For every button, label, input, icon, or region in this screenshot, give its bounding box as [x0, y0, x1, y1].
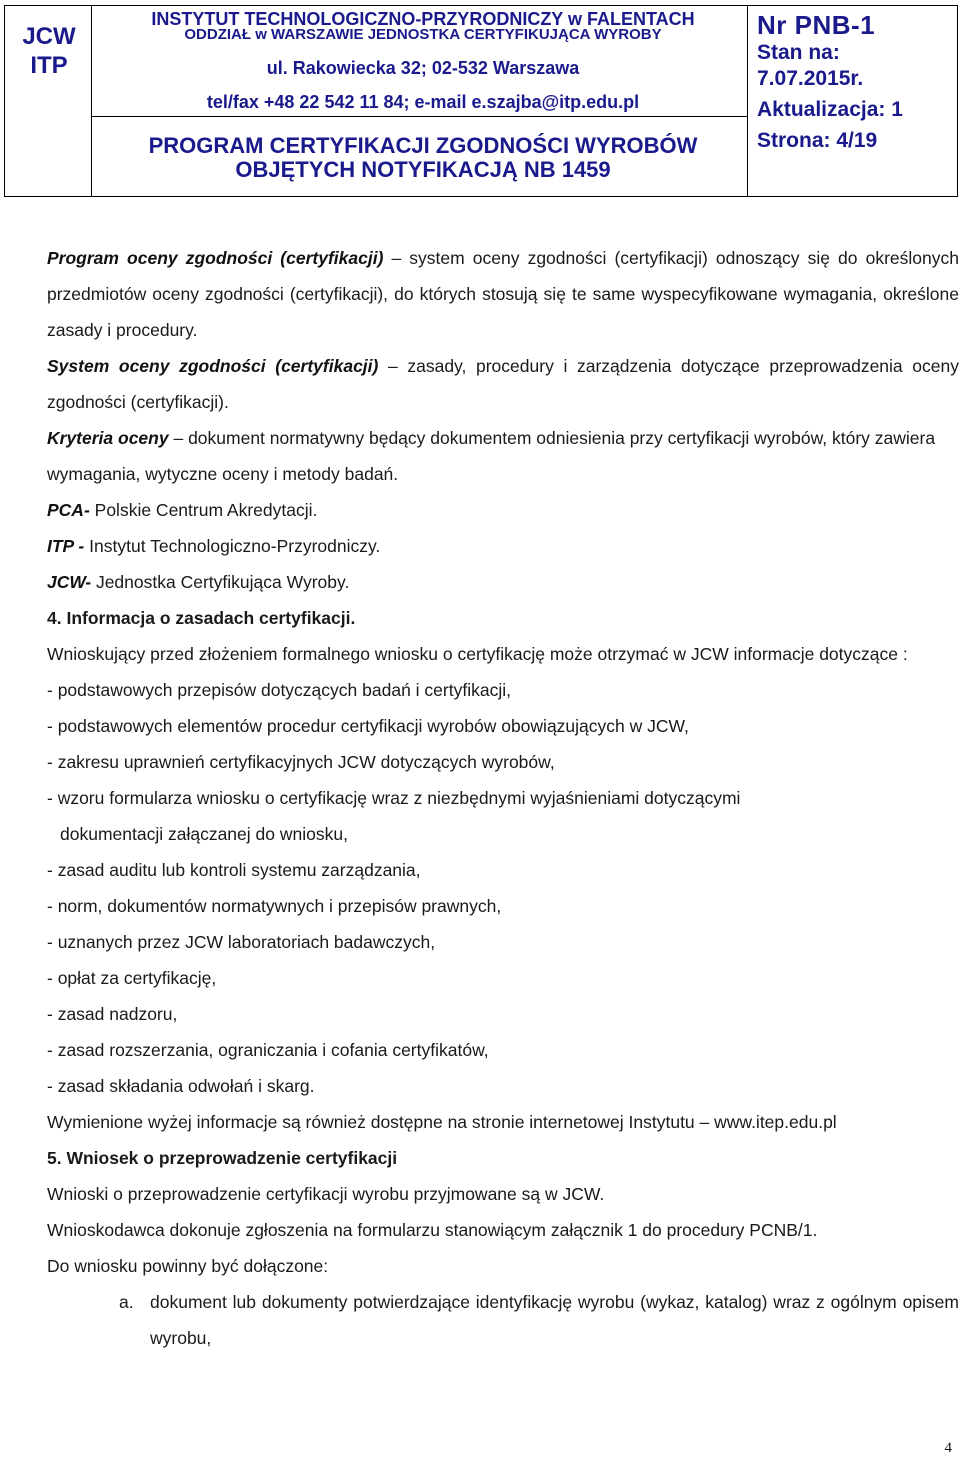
definition: [47, 420, 959, 492]
institute-unit: ODDZIAŁ w WARSZAWIE JEDNOSTKA CERTYFIKUJĄCA WYROBY: [184, 26, 662, 43]
list-marker: a.: [119, 1292, 134, 1312]
list-item: - podstawowych elementów procedur certyfikacji wyrobów obowiązujących w JCW,: [47, 716, 689, 736]
list-item: - norm, dokumentów normatywnych i przepisów prawnych,: [47, 896, 502, 916]
list-item: - wzoru formularza wniosku o certyfikację wraz z niezbędnymi wyjaśnieniami dotyczącymi: [47, 788, 741, 808]
status-label: Stan na:: [757, 41, 840, 64]
update-number: Aktualizacja: 1: [757, 98, 903, 121]
document-header: [4, 5, 958, 197]
list-item: - zakresu uprawnień certyfikacyjnych JCW dotyczących wyrobów,: [47, 752, 555, 772]
status-date: 7.07.2015r.: [757, 67, 864, 90]
definition-term: ITP -: [47, 536, 85, 556]
definition: [47, 240, 959, 348]
header-divider: [92, 116, 747, 117]
definition-text: zasady, procedury i zarządzenia dotyczące przeprowadzenia oceny zgodności (certyfikacji).: [47, 356, 959, 412]
section-intro: Wnioskujący przed złożeniem formalnego wniosku o certyfikację może otrzymać w JCW informacje dotyczące :: [47, 644, 908, 664]
lettered-list-item: [47, 1284, 959, 1356]
definition-term: Program oceny zgodności (certyfikacji): [47, 248, 384, 268]
definition-text: Polskie Centrum Akredytacji.: [94, 500, 318, 520]
definition: [47, 528, 959, 564]
definition-term: Kryteria oceny: [47, 428, 169, 448]
definition-term: System oceny zgodności (certyfikacji): [47, 356, 379, 376]
institute-name: INSTYTUT TECHNOLOGICZNO-PRZYRODNICZY w FALENTACH: [151, 9, 695, 29]
definition-text: Jednostka Certyfikująca Wyroby.: [95, 572, 350, 592]
program-title-line: OBJĘTYCH NOTYFIKACJĄ NB 1459: [235, 157, 611, 182]
doc-number: Nr PNB-1: [757, 10, 876, 40]
definition-dash: –: [383, 248, 410, 268]
list-item: - uznanych przez JCW laboratoriach badawczych,: [47, 932, 436, 952]
list-item: - zasad nadzoru,: [47, 1004, 178, 1024]
list-item: - zasad rozszerzania, ograniczania i cofania certyfikatów,: [47, 1040, 489, 1060]
definition-term: JCW-: [47, 572, 92, 592]
logo-line: ITP: [30, 51, 68, 79]
paragraph: Wnioski o przeprowadzenie certyfikacji wyrobu przyjmowane są w JCW.: [47, 1184, 605, 1204]
section-heading: 4. Informacja o zasadach certyfikacji.: [47, 608, 356, 628]
page-number: 4: [944, 1440, 952, 1456]
institute-contact: tel/fax +48 22 542 11 84; e-mail e.szajba@itp.edu.pl: [206, 92, 640, 112]
list-item: - zasad składania odwołań i skarg.: [47, 1076, 315, 1096]
definition-dash: –: [168, 428, 189, 448]
logo-line: JCW: [22, 22, 76, 50]
definition-dash: –: [378, 356, 408, 376]
program-title: [95, 134, 751, 182]
definition-text: Instytut Technologiczno-Przyrodniczy.: [89, 536, 381, 556]
document-body: [47, 240, 959, 1356]
page-indicator: Strona: 4/19: [757, 129, 878, 152]
program-title-line: PROGRAM CERTYFIKACJI ZGODNOŚCI WYROBÓW: [148, 133, 698, 158]
definition-text: dokument normatywny będący dokumentem odniesienia przy certyfikacji wyrobów, który zawiera wymagania, wytyczne oceny i metody badań.: [47, 428, 936, 484]
paragraph: Do wniosku powinny być dołączone:: [47, 1256, 329, 1276]
section-closing: Wymienione wyżej informacje są również dostępne na stronie internetowej Instytutu – www.itep.edu.pl: [47, 1112, 837, 1132]
paragraph: Wnioskodawca dokonuje zgłoszenia na formularzu stanowiącym załącznik 1 do procedury PCNB/1.: [47, 1220, 818, 1240]
document-meta: [757, 10, 957, 154]
logo: [5, 6, 93, 195]
institute-block: [95, 6, 751, 116]
list-item: - podstawowych przepisów dotyczących badań i certyfikacji,: [47, 680, 511, 700]
definition: [47, 492, 959, 528]
section-heading: 5. Wniosek o przeprowadzenie certyfikacji: [47, 1148, 398, 1168]
list-item-continuation: dokumentacji załączanej do wniosku,: [60, 824, 348, 844]
definition-term: PCA-: [47, 500, 90, 520]
list-item: - zasad auditu lub kontroli systemu zarządzania,: [47, 860, 421, 880]
definition: [47, 348, 959, 420]
list-item: - opłat za certyfikację,: [47, 968, 217, 988]
institute-address: ul. Rakowiecka 32; 02-532 Warszawa: [266, 58, 580, 78]
list-item-text: dokument lub dokumenty potwierdzające identyfikację wyrobu (wykaz, katalog) wraz z ogólnym opisem wyrobu,: [150, 1292, 959, 1348]
definition-text: system oceny zgodności (certyfikacji) odnoszący się do określonych przedmiotów oceny zgodności (certyfikacji), do których stosują się te same wyspecyfikowane wymagania, określone zasady i procedury.: [47, 248, 959, 340]
definition: [47, 564, 959, 600]
